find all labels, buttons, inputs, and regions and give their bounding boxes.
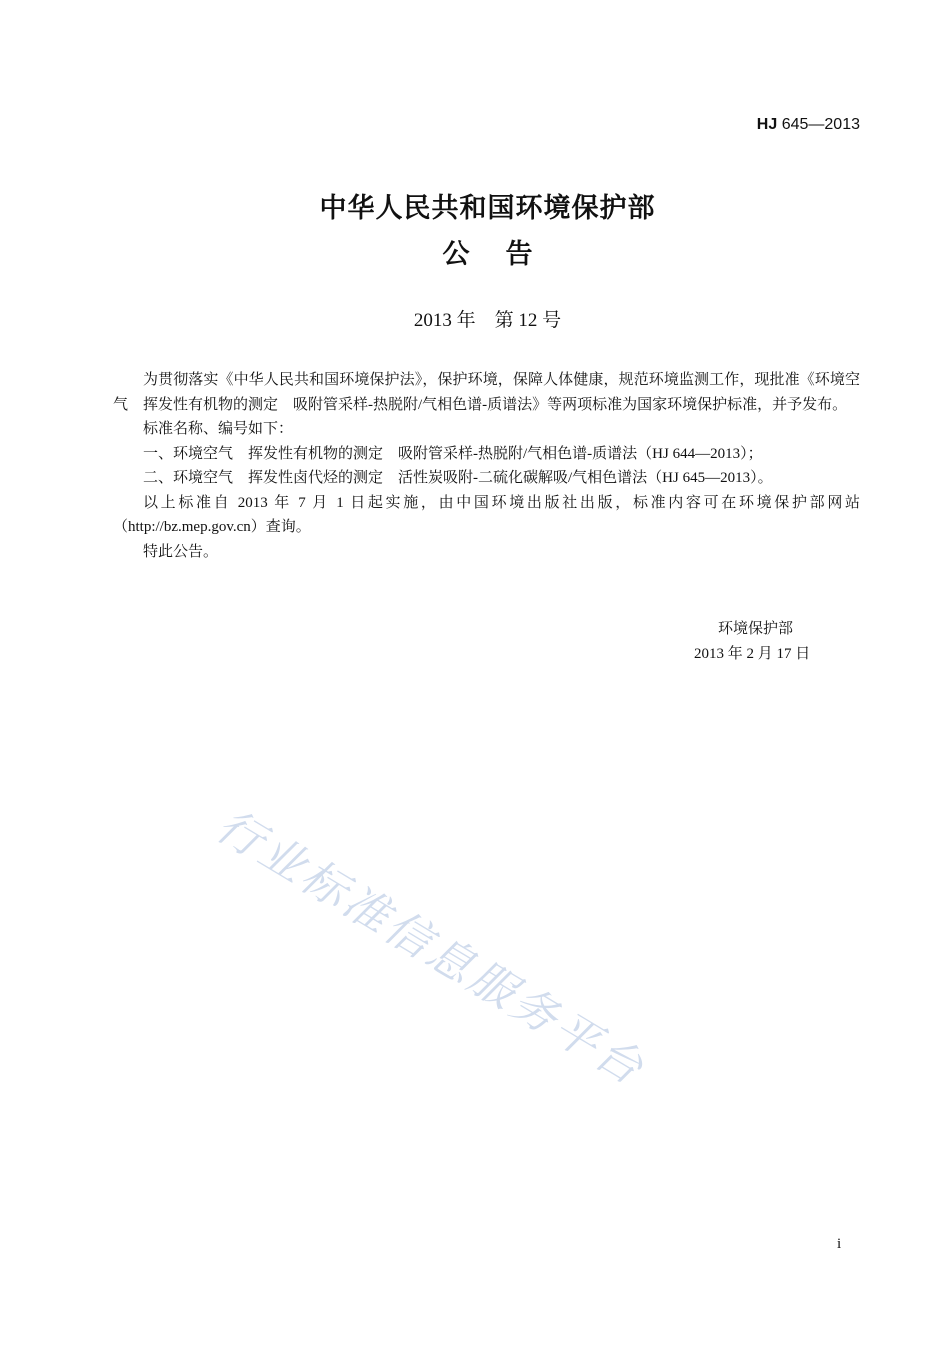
announcement-title: 中华人民共和国环境保护部: [319, 193, 656, 224]
body-paragraph: 标准名称、编号如下：: [143, 421, 294, 437]
body-paragraph: 为贯彻落实《中华人民共和国环境保护法》，保护环境，保障人体健康，规范环境监测工作，现批准《环境空气 挥发性有机物的测定 吸附管采样-热脱附/气相色谱-质谱法》等两项标准为国家环境保护标准，并予发布。: [113, 372, 860, 413]
body-paragraph: 特此公告。: [143, 543, 219, 560]
standard-code: [757, 116, 860, 134]
standard-code-prefix: HJ: [756, 116, 778, 133]
body-paragraph: 一、环境空气 挥发性有机物的测定 吸附管采样-热脱附/气相色谱-质谱法（HJ 644—2013）；: [143, 445, 763, 462]
announcement-body: [113, 368, 860, 564]
page-number: i: [837, 1236, 842, 1252]
signature-date: 2013 年 2 月 17 日: [694, 646, 811, 662]
signature-organization: 环境保护部: [718, 621, 794, 637]
watermark: 行业标准信息服务平台: [207, 798, 655, 1097]
standard-code-number: 645—2013: [781, 116, 860, 133]
body-paragraph: 以上标准自 2013 年 7 月 1 日起实施，由中国环境出版社出版，标准内容可在环境保护部网站（http://bz.mep.gov.cn）查询。: [113, 494, 860, 535]
announcement-issue-number: 2013 年 第 12 号: [413, 310, 562, 331]
body-paragraph: 二、环境空气 挥发性卤代烃的测定 活性炭吸附-二硫化碳解吸/气相色谱法（HJ 645—2013）。: [143, 470, 773, 486]
announcement-subtitle: 公告: [442, 239, 569, 270]
signature-block: [640, 617, 890, 667]
